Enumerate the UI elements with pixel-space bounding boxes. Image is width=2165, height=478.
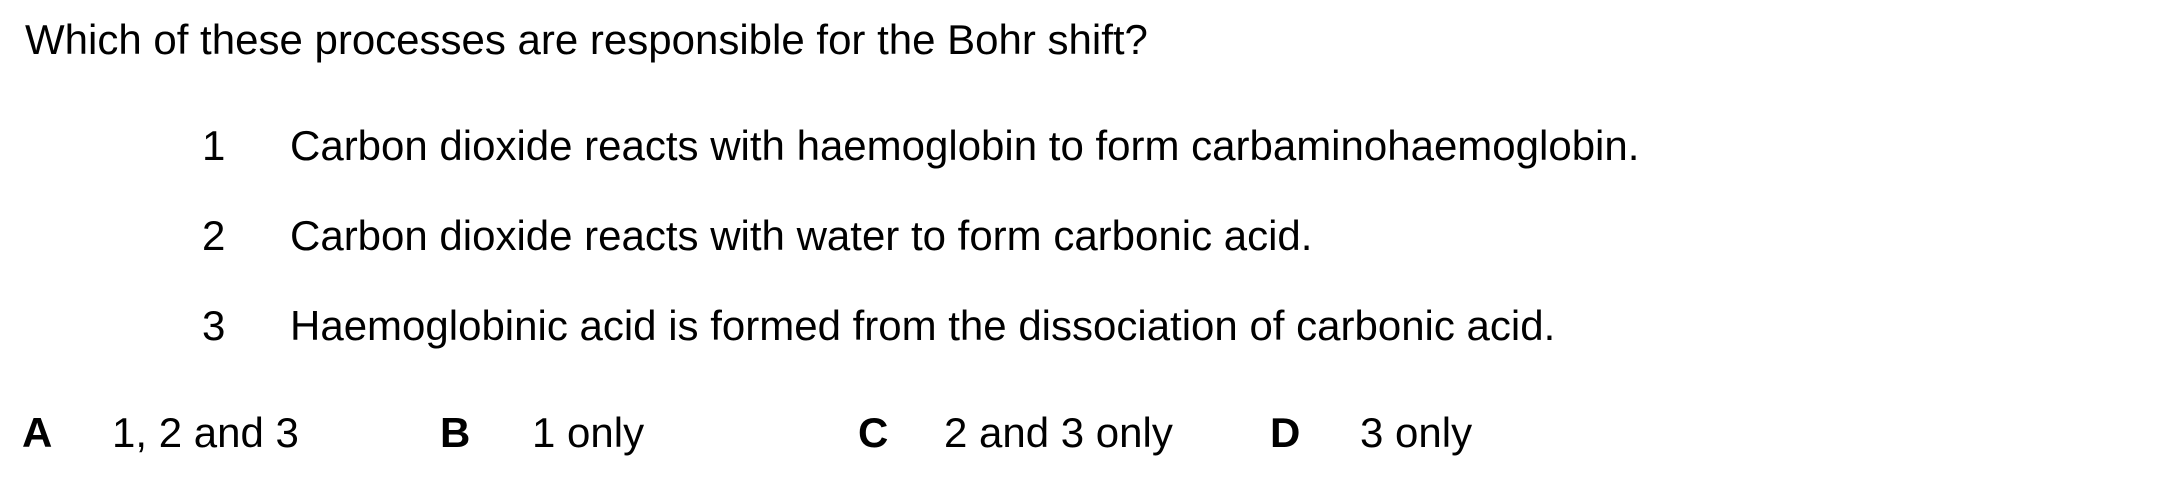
option-letter: B [440, 409, 471, 456]
option-text: 1, 2 and 3 [112, 409, 299, 456]
option-text: 2 and 3 only [944, 409, 1173, 456]
statement-number: 3 [202, 302, 226, 349]
statement-number: 2 [202, 212, 226, 259]
option-text: 3 only [1360, 409, 1473, 456]
statement-text: Carbon dioxide reacts with water to form carbonic acid. [290, 212, 1313, 259]
option-letter: A [22, 409, 53, 456]
option-letter: D [1270, 409, 1301, 456]
option-letter: C [858, 409, 889, 456]
statement-text: Carbon dioxide reacts with haemoglobin to form carbaminohaemoglobin. [290, 122, 1640, 169]
answer-options [0, 405, 2165, 461]
statement-number: 1 [202, 122, 226, 169]
option-text: 1 only [532, 409, 645, 456]
statement-text: Haemoglobinic acid is formed from the dissociation of carbonic acid. [290, 302, 1556, 349]
question-text: Which of these processes are responsible for the Bohr shift? [25, 16, 1148, 63]
